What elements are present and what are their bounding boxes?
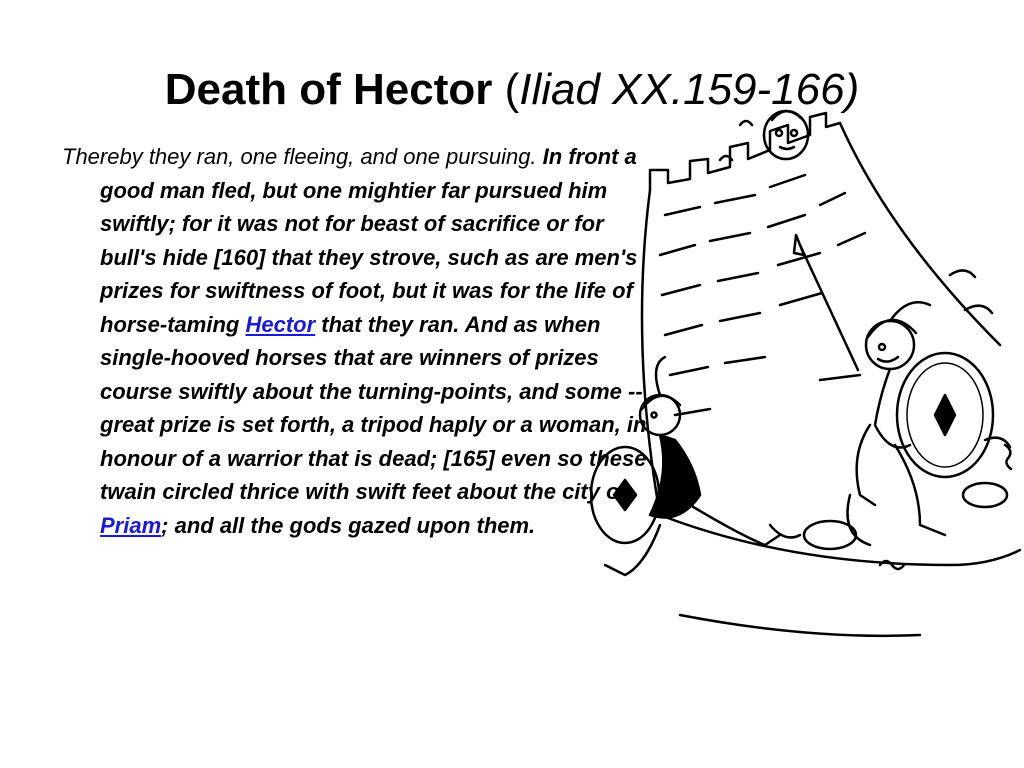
title-main: Death of Hector — [164, 65, 493, 114]
passage-part-3: ; and all the gods gazed upon them. — [161, 512, 536, 538]
title-open-paren: ( — [492, 65, 520, 114]
hector-link[interactable]: Hector — [245, 311, 316, 337]
passage-part-1: In front a good man fled, but one mightier far pursued him swiftly; for it was not for beast of sacrifice or for bull's hide [160] that they strove, such as are men's prizes for swiftness of foot, but it was for the life of horse-taming — [100, 144, 638, 337]
passage-paragraph — [62, 140, 662, 542]
passage-intro: Thereby they ran, one fleeing, and one pursuing. — [62, 144, 543, 169]
title-citation: Iliad XX.159-166) — [519, 65, 860, 114]
passage-part-2: that they ran. And as when single-hooved horses that are winners of prizes course swiftly about the turning-points, and some -- great prize is set forth, a tripod haply or a woman, in honour of a warrior that is dead; [165] even so these twain circled thrice with swift feet about the city of — [100, 311, 647, 504]
passage-text — [62, 140, 662, 542]
priam-link[interactable]: Priam — [100, 512, 162, 538]
